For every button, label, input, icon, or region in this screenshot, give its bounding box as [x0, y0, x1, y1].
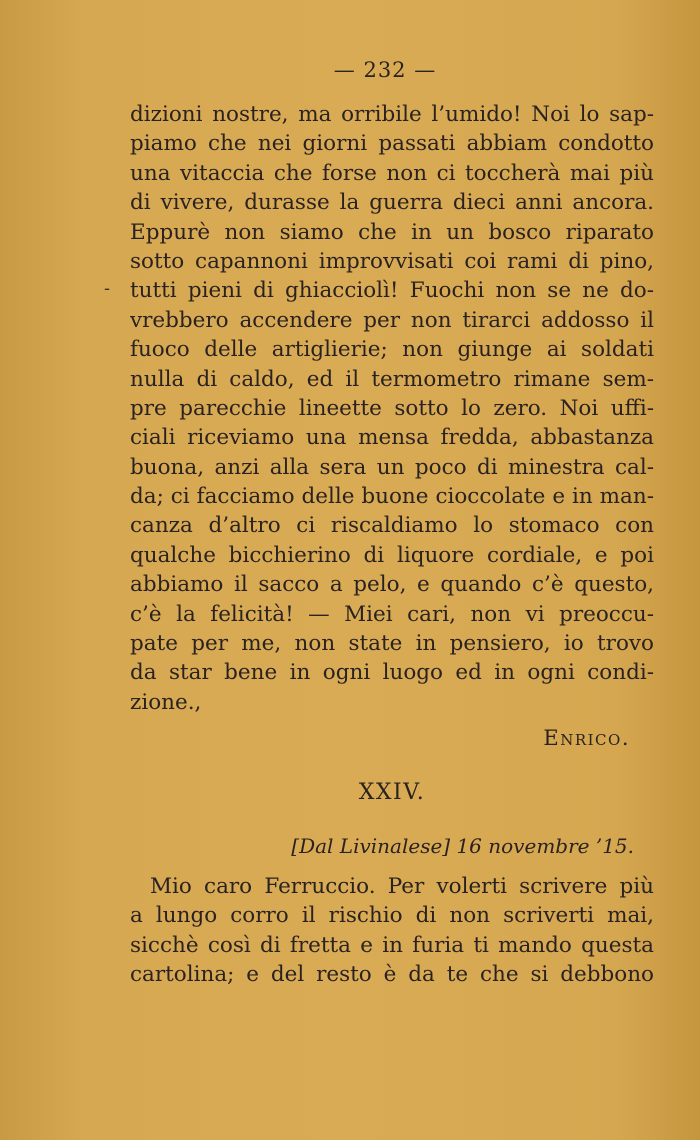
text-line: c’è la felicità! — Miei cari, non vi preoccu-	[130, 601, 654, 627]
letter-dateline: [Dal Livinalese] 16 novembre ’15.	[291, 834, 634, 858]
text-line: nulla di caldo, ed il termometro rimane sem-	[130, 366, 654, 392]
text-line: di vivere, durasse la guerra dieci anni ancora.	[130, 190, 654, 216]
letter-text	[130, 872, 654, 990]
text-line: Mio caro Ferruccio. Per volerti scrivere più	[150, 874, 654, 899]
text-line: vrebbero accendere per non tirarci addosso il	[130, 307, 654, 333]
text-line: pre parecchie lineette sotto lo zero. Noi uffi-	[130, 395, 654, 421]
text-line: piamo che nei giorni passati abbiam condotto	[130, 131, 654, 157]
text-line: tutti pieni di ghiacciolì! Fuochi non se ne do-	[130, 278, 654, 304]
body-text	[130, 100, 654, 717]
text-line: buona, anzi alla sera un poco di minestra cal-	[130, 454, 654, 480]
text-line: da star bene in ogni luogo ed in ogni condi-	[130, 660, 654, 686]
text-line: pate per me, non state in pensiero, io trovo	[130, 631, 654, 657]
text-line: da; ci facciamo delle buone cioccolate e in man-	[130, 484, 654, 510]
text-line: ciali riceviamo una mensa fredda, abbastanza	[130, 425, 654, 451]
text-line: a lungo corro il rischio di non scriverti mai,	[130, 903, 654, 929]
text-line: fuoco delle artiglierie; non giunge ai soldati	[130, 337, 654, 363]
text-line: sicchè così di fretta e in furia ti mando questa	[130, 932, 654, 958]
signature: Enrico.	[543, 726, 630, 750]
text-line: sotto capannoni improvvisati coi rami di pino,	[130, 248, 654, 274]
text-line: cartolina; e del resto è da te che si debbono	[130, 962, 654, 988]
text-line: abbiamo il sacco a pelo, e quando c’è questo,	[130, 572, 654, 598]
text-line: zione.,	[130, 689, 202, 715]
text-line: canza d’altro ci riscaldiamo lo stomaco con	[130, 513, 654, 539]
text-line: dizioni nostre, ma orribile l’umido! Noi lo sap-	[130, 102, 654, 127]
section-heading: XXIV.	[358, 780, 426, 805]
margin-mark: -	[104, 278, 111, 299]
text-line: qualche bicchierino di liquore cordiale, e poi	[130, 542, 654, 568]
text-line: Eppurè non siamo che in un bosco riparato	[130, 219, 654, 245]
text-line: una vitaccia che forse non ci toccherà mai più	[130, 160, 654, 186]
page-number: — 232 —	[333, 58, 437, 82]
